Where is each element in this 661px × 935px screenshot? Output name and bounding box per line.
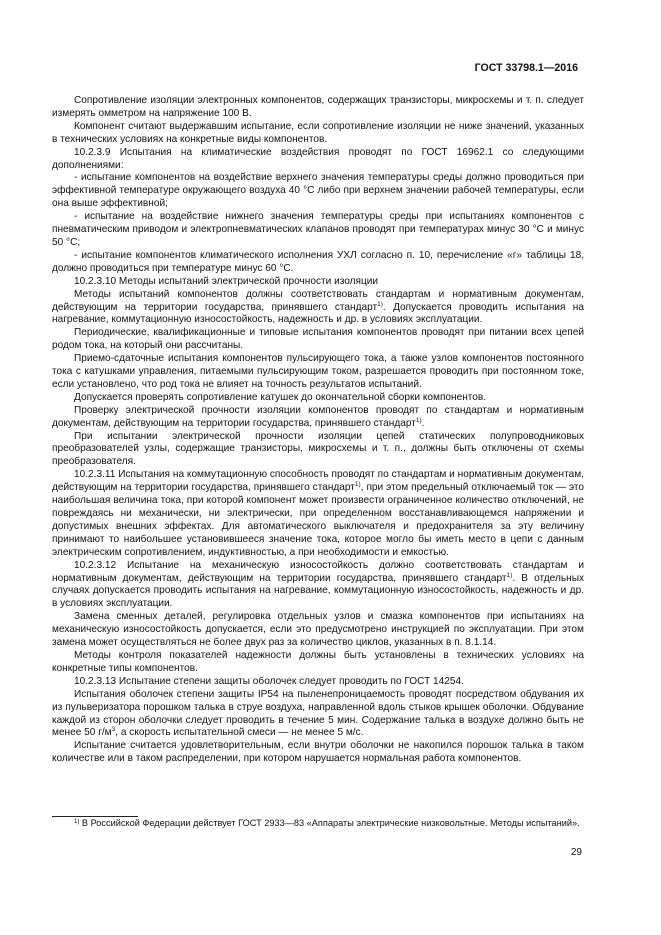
paragraph: 10.2.3.12 Испытание на механическую износостойкость должно соответствовать стандартам и нормативным документам, действующим на территории государства, принявшего стандарт$^{1)}$. В отдельных случаях допускается проводить испытания на нагревание, коммутационную износостойкость, надежность и др. в условиях эксплуатации. [52,559,584,610]
page-number: 29 [570,847,582,858]
paragraph: Испытания оболочек степени защиты IP54 на пыленепроницаемость проводят посредством обдувания их из пульверизатора порошком талька в струе воздуха, направленной вдоль стыков крышек оболочки. Обдувание каждой из сторон оболочки следует проводить в течение 5 мин. Содержание талька в воздухе должно быть не менее 50 $г/м^3$, а скорость испытательной смеси — не менее 5 м/с. [52,688,584,739]
footnote-divider [52,816,138,817]
footnote [52,818,584,830]
paragraph: Методы испытаний компонентов должны соответствовать стандартам и нормативным документам, действующим на территории государства, принявшего стандарт$^{1)}$. Допускается проводить испытания на нагревание, коммутационную износостойкость, надежность и др. в условиях эксплуатации. [52,288,584,326]
standard-header: ГОСТ 33798.1—2016 [474,62,578,74]
paragraph: 10.2.3.13 Испытание степени защиты оболочек следует проводить по ГОСТ 14254. [74,675,464,687]
paragraph: Сопротивление изоляции электронных компонентов, содержащих транзисторы, микросхемы и т. п. следует измерять омметром на напряжение 100 В. [52,95,584,119]
footnote-ref: 1) [415,416,422,424]
paragraph: При испытании электрической прочности изоляции цепей статических полупроводниковых преобразователей узлы, содержащие транзисторы, микросхемы и т. п., должны быть отключены от схемы преобразователя. [52,430,584,468]
paragraph: Испытание считается удовлетворительным, если внутри оболочки не накопился порошок талька в таком количестве или в таком распределении, при котором нарушается нормальная работа компонентов. [52,740,584,765]
footnote-marker: 1) [74,819,80,825]
paragraph: Компонент считают выдержавшим испытание, если сопротивление изоляции не ниже значений, указанных в технических условиях на конкретные виды компонентов. [52,120,584,145]
superscript: 3 [111,726,116,734]
paragraph: 10.2.3.9 Испытания на климатические воздействия проводят по ГОСТ 16962.1 со следующими дополнениями: [52,146,584,171]
paragraph: 10.2.3.11 Испытания на коммутационную способность проводят по стандартам и нормативным документам, действующим на территории государства, принявшего стандарт$^{1)}$, при этом предельный отключаемый ток — это наибольшая величина тока, при которой компонент может произвести ограниченное количество отключений, не повреждаясь ни механически, ни электрически, при определенном восстанавливающемся напряжении и допустимых внешних эффектах. Для автоматического выключателя и предохранителя за эту величину принимают то наибольшее установившееся значение тока, которое могло бы иметь место в цепи с данным электрическим сопротивлением, индуктивностью, а при необходимости и емкостью. [52,469,584,558]
footnote-ref: 1) [506,571,513,579]
paragraph: Допускается проверять сопротивление катушек до окончательной сборки компонентов. [74,391,487,403]
paragraph: Периодические, квалификационные и типовые испытания компонентов проводят при питании всех цепей родом тока, на который они рассчитаны. [52,327,584,352]
section-heading: 10.2.3.10 Методы испытаний электрической прочности изоляции [74,275,379,287]
paragraph: Замена сменных деталей, регулировка отдельных узлов и смазка компонентов при испытаниях на механическую износостойкость допускается, если это предусмотрено инструкцией по эксплуатации. При этом замена может осуществляться не более двух раз за количество циклов, указанных в п. 8.1.14. [52,611,584,649]
footnote-text: В Российской Федерации действует ГОСТ 2933—83 «Аппараты электрические низковольтные. Методы испытаний». [79,818,580,828]
list-item: - испытание компонентов климатического исполнения УХЛ согласно п. 10, перечисление «г» таблицы 18, должно проводиться при температуре минус 60 °С. [52,249,584,274]
paragraph: Приемо-сдаточные испытания компонентов пульсирующего тока, а также узлов компонентов постоянного тока с катушками управления, питаемыми пульсирующим током, разрешается проводить при постоянном токе, если установлено, что род тока не влияет на точность результатов испытаний. [52,353,584,390]
paragraph: Методы контроля показателей надежности должны быть установлены в технических условиях на конкретные типы компонентов. [52,649,584,674]
paragraph: Проверку электрической прочности изоляции компонентов проводят по стандартам и нормативным документам, действующим на территории государства, принявшего стандарт$^{1)}$. [52,404,584,429]
list-item: - испытание на воздействие нижнего значения температуры среды при испытаниях компонентов с пневматическим приводом и электропневматических клапанов проводят при температурах минус 30 °С и минус 50 °С; [52,211,584,248]
body-text [52,95,584,766]
list-item: - испытание компонентов на воздействие верхнего значения температуры среды должно проводиться при эффективной температуре окружающего воздуха 40 °С либо при верхнем значении рабочей температуры, если она выше эффективной; [52,172,584,210]
footnote-ref: 1) [377,300,383,308]
footnote-ref: 1) [354,481,361,489]
